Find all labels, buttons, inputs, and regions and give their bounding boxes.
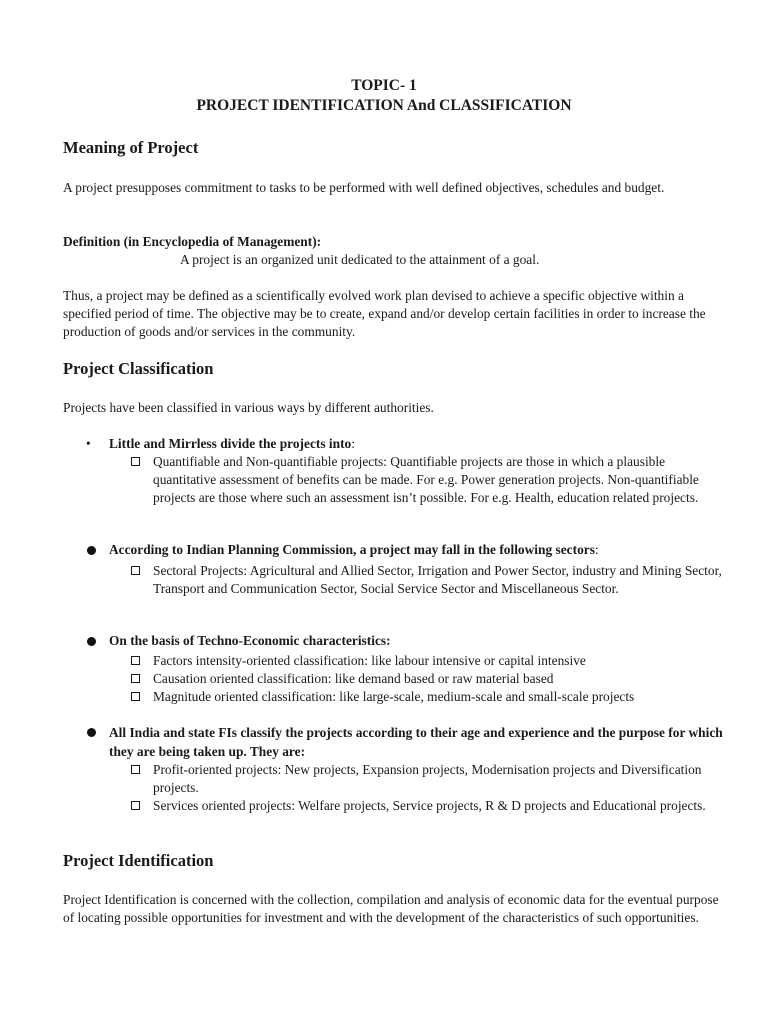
group-4-heading — [109, 723, 729, 761]
meaning-paragraph-2: Thus, a project may be defined as a scientifically evolved work plan devised to achieve a specific objective within a specified period of time. The objective may be to create, expand and/or develop certain facilities in order to increase the production of goods and/or services in the community. — [63, 288, 706, 339]
classification-intro: Projects have been classified in various ways by different authorities. — [63, 400, 434, 415]
group-suffix: : — [594, 542, 599, 557]
group-suffix: : — [351, 436, 355, 451]
checkbox-icon — [131, 566, 140, 575]
group-3-heading — [109, 632, 729, 650]
topic-label: TOPIC- 1 — [351, 77, 417, 94]
group-label: All India and state FIs classify the projects according to their age and experience and the purpose for which they are being taken up. They are: — [109, 725, 723, 759]
group-label: Little and Mirrless divide the projects into — [109, 436, 352, 451]
checkbox-icon — [131, 765, 140, 774]
checkbox-icon — [131, 674, 140, 683]
bullet-dot-icon — [87, 637, 96, 646]
heading-meaning: Meaning of Project — [63, 138, 199, 157]
list-item-text: Services oriented projects: Welfare projects, Service projects, R & D projects and Educational projects. — [153, 798, 706, 813]
checkbox-icon — [131, 692, 140, 701]
list-item-text: Profit-oriented projects: New projects, Expansion projects, Modernisation projects and Diversification projects. — [153, 762, 702, 795]
heading-classification: Project Classification — [63, 359, 214, 378]
checkbox-icon — [131, 801, 140, 810]
identification-paragraph: Project Identification is concerned with the collection, compilation and analysis of economic data for the eventual purpose of locating possible opportunities for investment and with the development of the characteristics of such opportunities. — [63, 892, 719, 925]
list-item-text: Quantifiable and Non-quantifiable projects: Quantifiable projects are those in which a plausible quantitative assessment of benefits can be made. For e.g. Power generation projects. Non-quantifiable projects are those where such an assessment isn’t possible. For e.g. Health, education related projects. — [153, 454, 699, 505]
list-item-text: Factors intensity-oriented classification: like labour intensive or capital intensive — [153, 653, 586, 668]
meaning-paragraph-1: A project presupposes commitment to tasks to be performed with well defined objectives, schedules and budget. — [63, 180, 665, 195]
list-item-text: Causation oriented classification: like demand based or raw material based — [153, 671, 554, 686]
definition-label: Definition (in Encyclopedia of Management): — [63, 234, 322, 249]
checkbox-icon — [131, 457, 140, 466]
checkbox-icon — [131, 656, 140, 665]
bullet-marker: • — [86, 436, 91, 451]
list-item-text: Sectoral Projects: Agricultural and Allied Sector, Irrigation and Power Sector, industry and Mining Sector, Transport and Communication Sector, Social Service Sector and Miscellaneous Sector. — [153, 563, 722, 596]
group-2-heading — [109, 541, 729, 559]
document-title: PROJECT IDENTIFICATION And CLASSIFICATION — [196, 97, 572, 114]
group-label: According to Indian Planning Commission, a project may fall in the following sectors — [109, 542, 595, 557]
heading-identification: Project Identification — [63, 851, 214, 870]
bullet-dot-icon — [87, 728, 96, 737]
list-item-text: Magnitude oriented classification: like large-scale, medium-scale and small-scale projects — [153, 689, 635, 704]
group-1-heading — [109, 435, 729, 453]
bullet-dot-icon — [87, 546, 96, 555]
group-label: On the basis of Techno-Economic characteristics: — [109, 633, 391, 648]
definition-text: A project is an organized unit dedicated to the attainment of a goal. — [180, 252, 540, 267]
